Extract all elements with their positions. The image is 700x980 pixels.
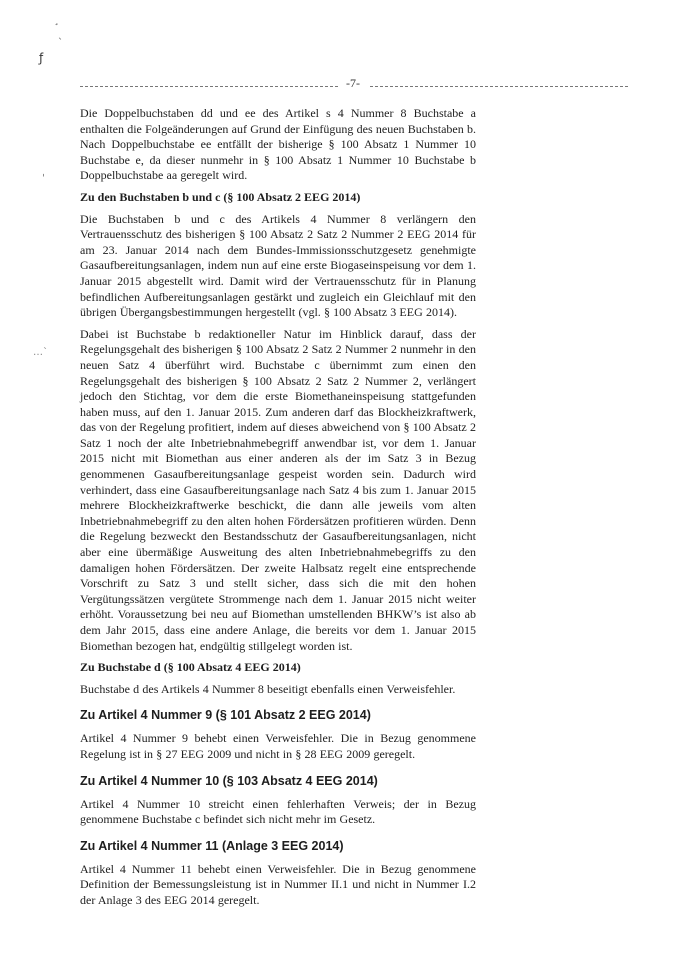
heading-artikel-4-nummer-9: Zu Artikel 4 Nummer 9 (§ 101 Absatz 2 EEG 2014) xyxy=(80,708,371,723)
paragraph-7: Artikel 4 Nummer 11 behebt einen Verweisfehler. Die in Bezug genommene Definition der Bemessungsleistung ist in Nummer II.1 und nicht in Nummer I.2 der Anlage 3 des EEG 2014 geregelt. xyxy=(80,861,476,907)
page-number: -7- xyxy=(338,76,368,90)
document-body xyxy=(80,106,476,909)
heading-artikel-4-nummer-11: Zu Artikel 4 Nummer 11 (Anlage 3 EEG 2014) xyxy=(80,838,344,853)
scan-mark-top-2: ˎ xyxy=(58,29,63,40)
heading-artikel-4-nummer-10: Zu Artikel 4 Nummer 10 (§ 103 Absatz 4 EEG 2014) xyxy=(80,773,378,788)
scan-mark-mid: ˌ xyxy=(42,167,45,178)
paragraph-6: Artikel 4 Nummer 10 streicht einen fehlerhaften Verweis; der in Bezug genommene Buchstabe c befindet sich nicht mehr im Gesetz. xyxy=(80,796,476,827)
scan-mark-margin: …ˋ xyxy=(33,347,48,358)
paragraph-5: Artikel 4 Nummer 9 behebt einen Verweisfehler. Die in Bezug genommene Regelung ist in § 27 EEG 2009 und nicht in § 28 EEG 2009 geregelt. xyxy=(80,731,476,761)
paragraph-2: Die Buchstaben b und c des Artikels 4 Nummer 8 verlängern den Vertrauensschutz des bisherigen § 100 Absatz 2 Satz 2 Nummer 2 EEG 2014 für am 23. Januar 2014 nach dem Bundes-Immissionsschutzgesetz genehmigte Gasaufbereitungsanlagen, indem nun auf eine erste Biogaseinspeisung vor dem 1. Januar 2015 abgestellt wird. Damit wird der Vertrauensschutz für in Planung befindlichen Aufbereitungsanlagen gestärkt und zugleich ein Gleichlauf mit den übrigen Übergangsbestimmungen hergestellt (vgl. § 100 Absatz 3 EEG 2014). xyxy=(80,211,476,320)
paragraph-1: Die Doppelbuchstaben dd und ee des Artikel s 4 Nummer 8 Buchstabe a enthalten die Folgeänderungen auf Grund der Einfügung des neuen Buchstaben b. Nach Doppelbuchstabe ee entfällt der bisherige § 100 Absatz 1 Nummer 10 Buchstabe e, da dieser nunmehr in § 100 Absatz 1 Nummer 10 Buchstabe b Doppelbuchstabe aa geregelt wird. xyxy=(80,106,476,183)
heading-buchstaben-b-c: Zu den Buchstaben b und c (§ 100 Absatz 2 EEG 2014) xyxy=(80,189,361,204)
paragraph-3: Dabei ist Buchstabe b redaktioneller Natur im Hinblick darauf, dass der Regelungsgehalt des bisherigen § 100 Absatz 2 Satz 2 Nummer 2 nunmehr in den neuen Satz 4 überführt wird. Buchstabe c übernimmt zum einen den Regelungsgehalt des bisherigen § 100 Absatz 2 Satz 2 Nummer 2, verlängert jedoch den Stichtag, vor dem die erste Biomethaneinspeisung stattgefunden haben muss, auf den 1. Januar 2015. Zum anderen darf das Blockheizkraftwerk, das von der Regelung profitiert, indem auf dieses abweichend von § 100 Absatz 2 Satz 1 noch der alte Inbetriebnahmebegriff anwendbar ist, vor dem 1. Januar 2015 nicht mit Biomethan aus einer anderen als der im Satz 3 in Bezug genommenen Gasaufbereitungsanlage gespeist worden sein. Dadurch wird verhindert, dass eine Gasaufbereitungsanlage nach Satz 4 bis zum 1. Januar 2015 mehrere Blockheizkraftwerke beschickt, die dann alle jeweils vom alten Inbetriebnahmebegriff zu den alten hohen Fördersätzen profitieren würden. Denn die Regelung bezweckt den Bestandsschutz der Gasaufbereitungsanlagen, nicht aber eine übermäßige Ausweitung des alten Inbetriebnahmebegriffs zu den damaligen hohen Fördersätzen. Der zweite Halbsatz regelt eine entsprechende Vorschrift zu Satz 3 und stellt sicher, dass sich die mit den hohen Vergütungssätzen vergütete Strommenge nach dem 1. Januar 2015 nicht weiter erhöht. Voraussetzung bei neu auf Biomethan umstellenden BHKW’s ist also ab dem Jahr 2015, dass eine andere Anlage, die bereits vor dem 1. Januar 2015 Biomethan bezogen hat, endgültig stillgelegt worden ist. xyxy=(80,326,476,653)
scan-mark-top: ¸ xyxy=(54,15,59,26)
paragraph-4: Buchstabe d des Artikels 4 Nummer 8 beseitigt ebenfalls einen Verweisfehler. xyxy=(80,681,456,696)
scan-mark-left: ƒ xyxy=(39,51,44,65)
heading-buchstabe-d: Zu Buchstabe d (§ 100 Absatz 4 EEG 2014) xyxy=(80,660,301,675)
